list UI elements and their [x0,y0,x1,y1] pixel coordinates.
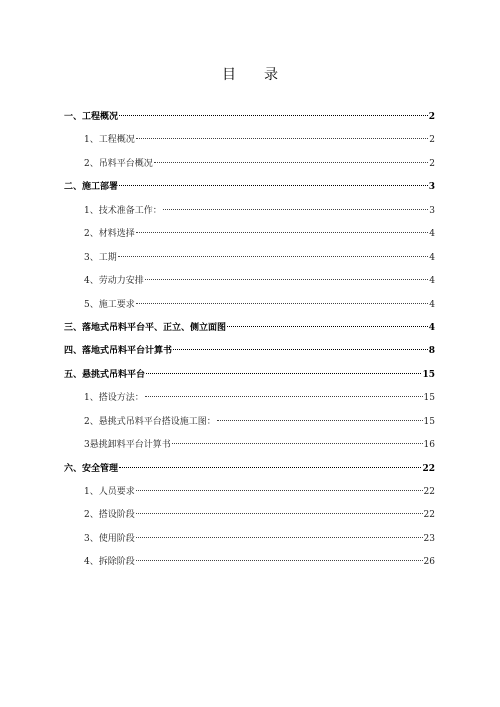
toc-dot-leader [119,467,421,468]
toc-page-number: 4 [429,252,435,263]
toc-dot-leader [163,209,429,210]
toc-entry-text: 2、搭设阶段 [84,510,135,521]
toc-section-entry[interactable] [64,434,435,457]
toc-chapter-entry[interactable] [64,458,435,481]
toc-entry-text: 2、材料选择 [84,229,135,240]
toc-dot-leader [136,490,423,491]
toc-chapter-entry[interactable] [64,106,435,129]
toc-dot-leader [172,443,423,444]
toc-section-entry[interactable] [64,129,435,152]
toc-page-number: 15 [422,369,435,380]
toc-page-number: 22 [423,487,435,497]
toc-section-entry[interactable] [64,200,435,223]
toc-chapter-entry[interactable] [64,364,435,387]
toc-dot-leader [145,396,423,397]
toc-entry-text: 三、落地式吊料平台平、正立、侧立面图 [64,322,227,333]
toc-entry-text: 1、工程概况 [84,135,135,146]
toc-entry-text: 3、使用阶段 [84,533,135,544]
toc-entry-text: 六、安全管理 [64,463,119,474]
toc-entry-text: 四、落地式吊料平台计算书 [64,346,173,357]
toc-entry-text: 1、技术准备工作： [84,205,162,216]
toc-page-number: 22 [423,510,435,521]
toc-entry-text: 4、拆除阶段 [84,557,135,568]
toc-entry-text: 3、工期 [84,252,117,263]
toc-page-number: 15 [423,393,435,404]
toc-section-entry[interactable] [64,551,435,574]
toc-entry-text: 二、施工部署 [64,182,119,193]
toc-dot-leader [136,537,423,538]
toc-dot-leader [154,162,429,163]
toc-dot-leader [145,279,429,280]
toc-page-number: 4 [429,229,435,240]
toc-page-number: 16 [423,440,435,451]
toc-chapter-entry[interactable] [64,176,435,199]
toc-page-number: 26 [423,557,435,568]
toc-dot-leader [119,115,428,116]
toc-page-number: 3 [428,182,435,193]
toc-entry-text: 五、悬挑式吊料平台 [64,369,146,380]
toc-entry-text: 2、悬挑式吊料平台搭设施工图： [84,416,216,427]
toc-entry-text: 1、人员要求 [84,487,135,497]
toc-section-entry[interactable] [64,270,435,293]
toc-entry-text: 4、劳动力安排 [84,276,144,287]
toc-dot-leader [119,185,428,186]
toc-title: 目录 [222,67,306,83]
toc-section-entry[interactable] [64,223,435,246]
toc-entry-text: 一、工程概况 [64,112,119,122]
toc-dot-leader [118,256,429,257]
toc-section-entry[interactable] [64,387,435,410]
toc-dot-leader [136,303,429,304]
toc-dot-leader [217,420,423,421]
toc-dot-leader [136,232,429,233]
toc-page-number: 4 [429,299,435,310]
toc-section-entry[interactable] [64,411,435,434]
toc-page-number: 2 [429,158,435,169]
toc-page-number: 23 [423,533,435,544]
toc-dot-leader [173,349,428,350]
toc-dot-leader [227,326,428,327]
toc-entry-text: 5、施工要求 [84,299,135,310]
toc-entry-text: 3悬挑卸料平台计算书 [84,440,171,451]
toc-entry-text: 2、吊料平台概况 [84,158,153,169]
toc-section-entry[interactable] [64,481,435,504]
toc-dot-leader [136,513,423,514]
toc-section-entry[interactable] [64,528,435,551]
toc-dot-leader [136,560,423,561]
toc-section-entry[interactable] [64,153,435,176]
toc-dot-leader [146,373,421,374]
toc-page-number: 2 [429,135,435,146]
toc-dot-leader [136,138,429,139]
toc-chapter-entry[interactable] [64,340,435,363]
toc-page-number: 3 [429,205,435,216]
toc-page-number: 8 [428,346,435,357]
toc-chapter-entry[interactable] [64,317,435,340]
toc-entry-text: 1、搭设方法： [84,393,144,404]
toc-page-number: 15 [423,416,435,427]
toc-section-entry[interactable] [64,247,435,270]
toc-section-entry[interactable] [64,504,435,527]
toc-section-entry[interactable] [64,294,435,317]
toc-page-number: 2 [428,112,435,122]
toc-page-number: 22 [422,463,435,474]
table-of-contents [64,106,435,575]
toc-page-number: 4 [428,322,435,333]
toc-page-number: 4 [429,276,435,287]
